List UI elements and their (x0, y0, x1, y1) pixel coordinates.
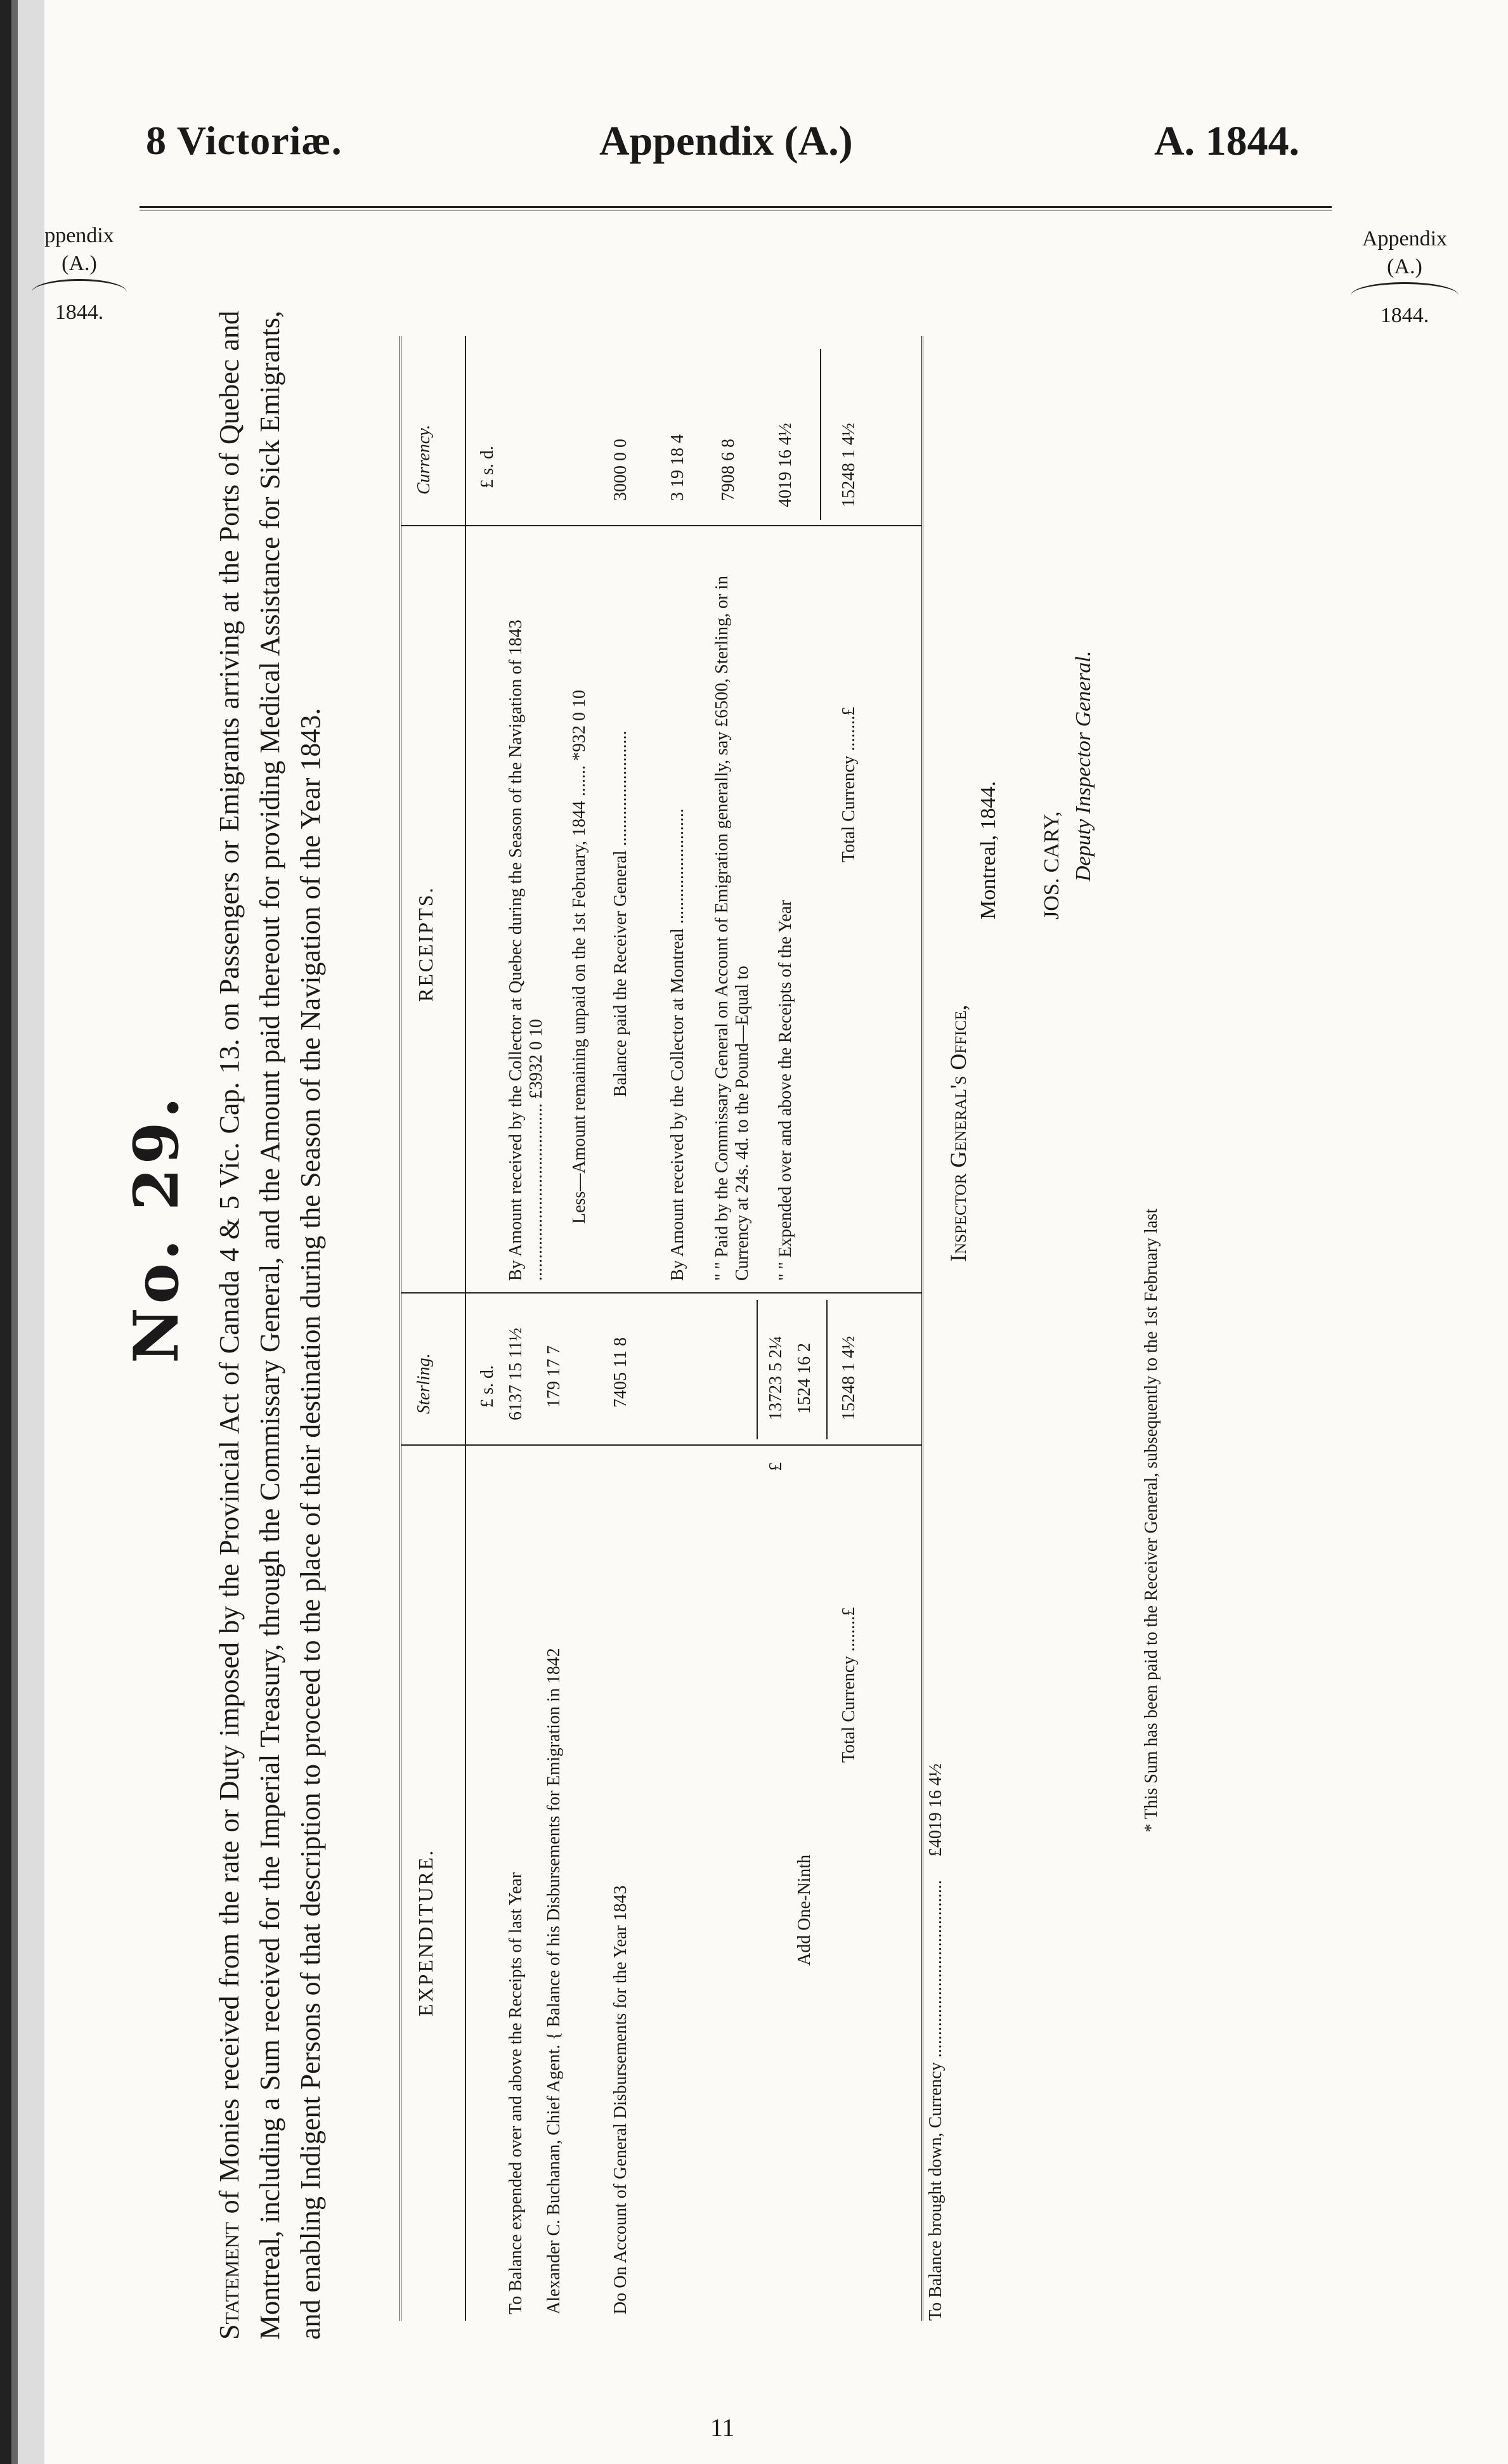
rec-row-label: " " Paid by the Commissary General on Account of Emigration generally, say £6500, Sterling, or in Currency at 24s. 4d. to the Pound—Equal to (712, 575, 752, 1281)
balance-brought-down (926, 1763, 946, 2321)
margin-right-line3: 1844. (1380, 304, 1429, 327)
exp-row-amount: 179 17 7 (544, 1345, 564, 1408)
office-place: Montreal, 1844. (977, 781, 1000, 919)
header-rule-table (465, 336, 466, 2321)
statement-body: of Monies received from the rate or Duty imposed by the Provincial Act of Canada 4 & 5 Vic. Cap. 13. on Passengers or Emigrants arriving at the Ports of Quebec and Montreal, including a Sum received for the Imperial Treasury, through the Commissary General, and the Amount paid thereout for providing Medical Assistance for Sick Emigrants, and enabling Indigent Persons of that description to proceed to the place of their destination during the Season of the Navigation of the Year 1843. (214, 311, 326, 2340)
page-number: 11 (710, 2413, 735, 2442)
sterling-heading: Sterling. (414, 1353, 434, 1414)
exp-row-label: Alexander C. Buchanan, Chief Agent. { Balance of his Disbursements for Emigration in 1842 (544, 1648, 564, 2314)
rec-row-amount: 3 19 18 4 (668, 434, 687, 501)
divider-sterling-receipts (401, 1292, 921, 1294)
rec-row-label: By Amount received by the Collector at Montreal .......................... (668, 808, 687, 1281)
exp-row-amount: 7405 11 8 (611, 1337, 630, 1408)
header-rule (140, 206, 1332, 208)
rec-row-label: Less—Amount remaining unpaid on the 1st February, 1844 ....... *932 0 10 (569, 690, 589, 1224)
signatory-role: Deputy Inspector General. (1072, 651, 1095, 881)
exp-row-label: To Balance expended over and above the Receipts of last Year (506, 1872, 526, 2314)
total-rule-rec (820, 349, 821, 520)
currency-lsd: £ s. d. (478, 446, 497, 488)
receipts-heading: RECEIPTS. (414, 886, 437, 1002)
sterling-lsd: £ s. d. (478, 1365, 497, 1408)
margin-left-brace (32, 279, 127, 295)
office-name: Inspector General's Office, (946, 1004, 971, 1262)
exp-row-amount: 15248 1 4½ (839, 1336, 859, 1420)
margin-left-line1: ppendix (44, 224, 114, 247)
header-session: 8 Victoriæ. (146, 118, 342, 163)
document-number: No. 29. (120, 1093, 192, 1363)
margin-note-left (25, 222, 133, 327)
divider-receipts-currency (401, 525, 921, 526)
exp-row-amount: 6137 15 11½ (506, 1328, 526, 1420)
exp-row-label: Do On Account of General Disbursements for the Year 1843 (611, 1885, 630, 2314)
signatory-name: JOS. CARY, (1040, 811, 1063, 919)
currency-heading: Currency. (414, 424, 434, 495)
exp-row-label: Add One-Ninth (795, 1855, 814, 1966)
rotated-statement-page (120, 273, 1389, 2340)
expenditure-heading: EXPENDITURE. (414, 1848, 437, 2016)
rec-row-amount: 7908 6 8 (718, 439, 738, 501)
statement-lead: Statement (214, 2222, 245, 2340)
total-rule-exp (826, 1300, 828, 1439)
margin-left-line2: (A.) (62, 252, 97, 275)
rec-row-amount: 3000 0 0 (611, 439, 630, 501)
margin-left-line3: 1844. (55, 301, 104, 324)
rec-row-amount: 15248 1 4½ (839, 423, 859, 507)
exp-row-label: £ (766, 1462, 786, 1471)
footnote: * This Sum has been paid to the Receiver General, subsequently to the 1st February last (1141, 1209, 1161, 1832)
exp-row-label: Total Currency ........£ (839, 1607, 859, 1763)
rec-row-label: Total Currency ........£ (839, 706, 859, 862)
exp-row-amount: 13723 5 2¼ (766, 1336, 786, 1420)
rec-row-label: By Amount received by the Collector at Quebec during the Season of the Navigation of 1843 ........................................ £3932 0 10 (506, 619, 546, 1281)
subtotal-rule (757, 1300, 758, 1439)
page-binding-edge (0, 0, 44, 2464)
statement-text (209, 311, 331, 2340)
accounts-table (400, 336, 923, 2321)
rec-row-label: Balance paid the Receiver General .......................... (611, 730, 630, 1097)
margin-right-line2: (A.) (1387, 255, 1422, 278)
balance-brought-down-amount: £4019 16 4½ (926, 1763, 946, 1857)
rec-row-label: " " Expended over and above the Receipts of the Year (776, 900, 795, 1281)
margin-right-line1: Appendix (1362, 227, 1448, 250)
exp-row-amount: 1524 16 2 (795, 1343, 814, 1414)
header-appendix: Appendix (A.) (599, 118, 853, 164)
divider-exp-sterling (401, 1444, 921, 1446)
rec-row-amount: 4019 16 4½ (776, 423, 795, 507)
balance-brought-down-label: To Balance brought down, Currency ........................................ (926, 1880, 946, 2321)
header-year: A. 1844. (1154, 118, 1300, 164)
